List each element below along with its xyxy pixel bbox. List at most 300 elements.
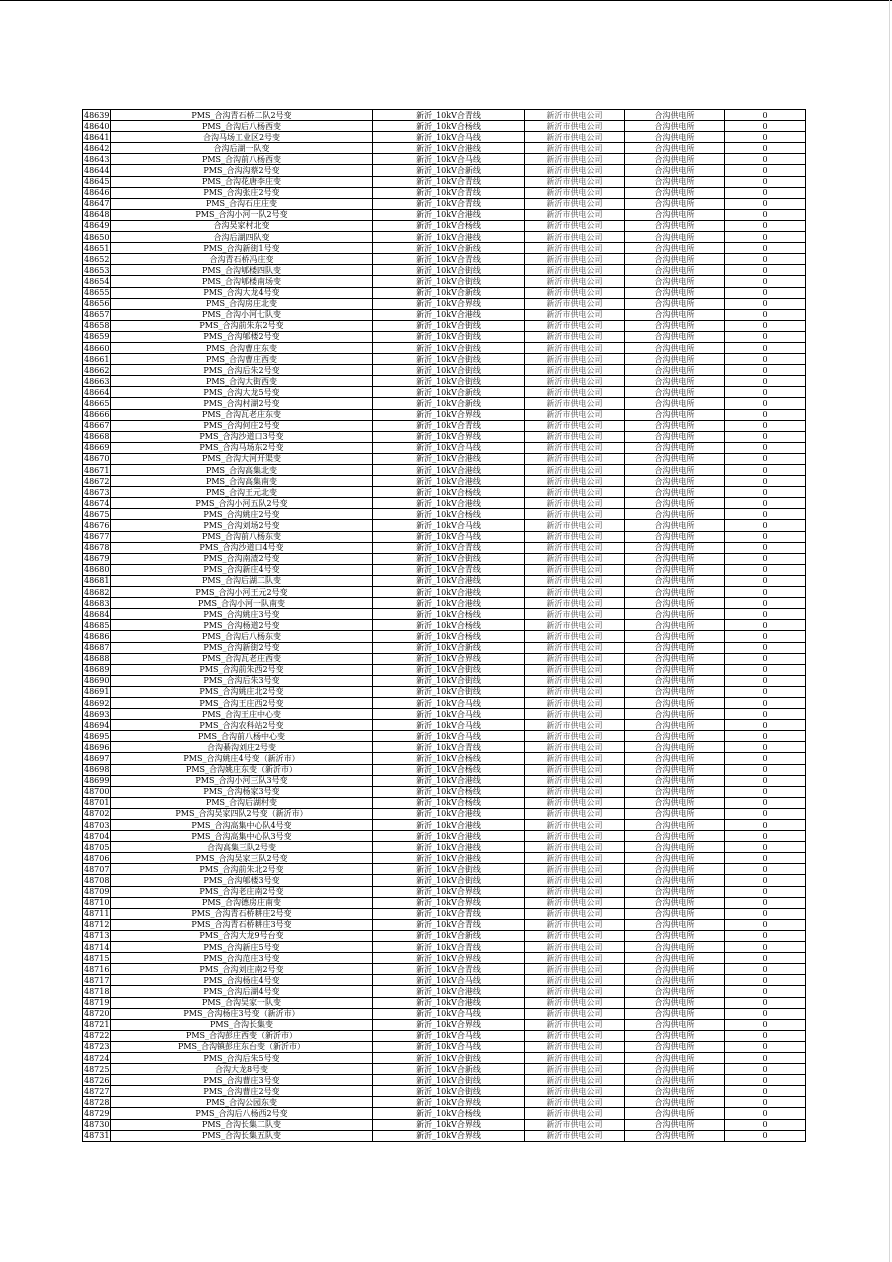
station-cell: 合沟供电所 — [625, 476, 725, 487]
transformer-name-cell: PMS_合沟郇楼四队变 — [111, 265, 373, 276]
row-id-cell: 48692 — [84, 698, 110, 708]
transformer-name-cell: PMS_合沟青石桥二队2号变 — [111, 110, 373, 121]
company-cell: 新沂市供电公司 — [525, 775, 625, 786]
row-id-cell: 48676 — [84, 521, 110, 531]
table-row — [83, 498, 806, 509]
station-cell: 合沟供电所 — [625, 265, 725, 276]
transformer-name-cell: PMS_合沟何庄2号变 — [111, 420, 373, 431]
station-cell: 合沟供电所 — [625, 143, 725, 154]
table-row — [83, 143, 806, 154]
station-cell: 合沟供电所 — [625, 498, 725, 509]
transformer-name-cell: PMS_合沟大街西变 — [111, 376, 373, 387]
station-cell: 合沟供电所 — [625, 720, 725, 731]
transformer-name-cell: PMS_合沟花唐李庄变 — [111, 176, 373, 187]
transformer-name-cell: PMS_合沟房庄北变 — [111, 298, 373, 309]
company-cell: 新沂市供电公司 — [525, 853, 625, 864]
feeder-line-cell: 新沂_10kV合港线 — [373, 498, 525, 509]
value-cell: 0 — [725, 975, 806, 986]
company-cell: 新沂市供电公司 — [525, 442, 625, 453]
value-cell: 0 — [725, 775, 806, 786]
row-id-cell: 48641 — [84, 132, 110, 142]
table-row — [83, 919, 806, 930]
station-cell: 合沟供电所 — [625, 531, 725, 542]
row-id-cell: 48643 — [84, 154, 110, 164]
table-row — [83, 165, 806, 176]
company-cell: 新沂市供电公司 — [525, 365, 625, 376]
table-row — [83, 243, 806, 254]
row-id-cell: 48639 — [84, 110, 110, 120]
company-cell: 新沂市供电公司 — [525, 709, 625, 720]
value-cell: 0 — [725, 265, 806, 276]
table-row — [83, 365, 806, 376]
value-cell: 0 — [725, 276, 806, 287]
company-cell: 新沂市供电公司 — [525, 808, 625, 819]
transformer-name-cell: PMS_合沟小河七队变 — [111, 309, 373, 320]
company-cell: 新沂市供电公司 — [525, 1019, 625, 1030]
table-row — [83, 121, 806, 132]
table-row — [83, 986, 806, 997]
company-cell: 新沂市供电公司 — [525, 675, 625, 686]
feeder-line-cell: 新沂_10kV合马线 — [373, 697, 525, 708]
company-cell: 新沂市供电公司 — [525, 320, 625, 331]
company-cell: 新沂市供电公司 — [525, 930, 625, 941]
table-row — [83, 908, 806, 919]
row-id-cell: 48690 — [84, 676, 110, 686]
table-row — [83, 886, 806, 897]
table-row — [83, 342, 806, 353]
station-cell: 合沟供电所 — [625, 631, 725, 642]
transformer-name-cell: PMS_合沟杨庄3号变（新沂市） — [111, 1008, 373, 1019]
transformer-name-cell: PMS_合沟王庄中心变 — [111, 709, 373, 720]
table-row — [83, 487, 806, 498]
table-row — [83, 653, 806, 664]
value-cell: 0 — [725, 631, 806, 642]
row-id-cell: 48696 — [84, 742, 110, 752]
transformer-name-cell: PMS_合沟姚庄4号变（新沂市） — [111, 753, 373, 764]
row-id-cell: 48721 — [84, 1020, 110, 1030]
table-row — [83, 609, 806, 620]
feeder-line-cell: 新沂_10kV合港线 — [373, 853, 525, 864]
company-cell: 新沂市供电公司 — [525, 653, 625, 664]
company-cell: 新沂市供电公司 — [525, 376, 625, 387]
station-cell: 合沟供电所 — [625, 997, 725, 1008]
company-cell: 新沂市供电公司 — [525, 331, 625, 342]
value-cell: 0 — [725, 1030, 806, 1041]
feeder-line-cell: 新沂_10kV合青线 — [373, 420, 525, 431]
station-cell: 合沟供电所 — [625, 598, 725, 609]
transformer-name-cell: PMS_合沟高集中心队3号变 — [111, 831, 373, 842]
station-cell: 合沟供电所 — [625, 908, 725, 919]
transformer-name-cell: PMS_合沟长集变 — [111, 1019, 373, 1030]
transformer-name-cell: PMS_合沟新庄5号变 — [111, 942, 373, 953]
value-cell: 0 — [725, 320, 806, 331]
row-id-cell: 48645 — [84, 177, 110, 187]
feeder-line-cell: 新沂_10kV合界线 — [373, 1019, 525, 1030]
value-cell: 0 — [725, 598, 806, 609]
table-row — [83, 1008, 806, 1019]
company-cell: 新沂市供电公司 — [525, 265, 625, 276]
feeder-line-cell: 新沂_10kV合街线 — [373, 376, 525, 387]
feeder-line-cell: 新沂_10kV合杨线 — [373, 620, 525, 631]
feeder-line-cell: 新沂_10kV合新线 — [373, 387, 525, 398]
feeder-line-cell: 新沂_10kV合新线 — [373, 642, 525, 653]
table-row — [83, 132, 806, 143]
row-id-cell: 48675 — [84, 509, 110, 519]
table-row — [83, 1052, 806, 1063]
company-cell: 新沂市供电公司 — [525, 609, 625, 620]
transformer-name-cell: PMS_合沟前朱西2号变 — [111, 664, 373, 675]
table-row — [83, 387, 806, 398]
table-row — [83, 1130, 806, 1141]
table-row — [83, 797, 806, 808]
station-cell: 合沟供电所 — [625, 198, 725, 209]
table-row — [83, 331, 806, 342]
feeder-line-cell: 新沂_10kV合界线 — [373, 653, 525, 664]
row-id-cell: 48659 — [84, 332, 110, 342]
station-cell: 合沟供电所 — [625, 1064, 725, 1075]
transformer-name-cell: PMS_合沟前朱东2号变 — [111, 320, 373, 331]
row-id-cell: 48693 — [84, 709, 110, 719]
station-cell: 合沟供电所 — [625, 942, 725, 953]
transformer-name-cell: 合沟马场工业区2号变 — [111, 132, 373, 143]
row-id-cell: 48689 — [84, 665, 110, 675]
feeder-line-cell: 新沂_10kV合杨线 — [373, 509, 525, 520]
value-cell: 0 — [725, 820, 806, 831]
station-cell: 合沟供电所 — [625, 964, 725, 975]
row-id-cell: 48711 — [84, 909, 110, 919]
feeder-line-cell: 新沂_10kV合马线 — [373, 442, 525, 453]
row-id-cell: 48664 — [84, 387, 110, 397]
row-id-cell: 48724 — [84, 1053, 110, 1063]
value-cell: 0 — [725, 110, 806, 121]
feeder-line-cell: 新沂_10kV合马线 — [373, 1030, 525, 1041]
company-cell: 新沂市供电公司 — [525, 431, 625, 442]
feeder-line-cell: 新沂_10kV合青线 — [373, 564, 525, 575]
company-cell: 新沂市供电公司 — [525, 831, 625, 842]
value-cell: 0 — [725, 564, 806, 575]
feeder-line-cell: 新沂_10kV合港线 — [373, 598, 525, 609]
station-cell: 合沟供电所 — [625, 398, 725, 409]
value-cell: 0 — [725, 642, 806, 653]
transformer-name-cell: PMS_合沟杨家3号变 — [111, 786, 373, 797]
value-cell: 0 — [725, 376, 806, 387]
station-cell: 合沟供电所 — [625, 243, 725, 254]
transformer-name-cell: PMS_合沟沙道口4号变 — [111, 542, 373, 553]
table-row — [83, 220, 806, 231]
table-row — [83, 631, 806, 642]
company-cell: 新沂市供电公司 — [525, 187, 625, 198]
value-cell: 0 — [725, 132, 806, 143]
station-cell: 合沟供电所 — [625, 287, 725, 298]
station-cell: 合沟供电所 — [625, 376, 725, 387]
feeder-line-cell: 新沂_10kV合街线 — [373, 1052, 525, 1063]
station-cell: 合沟供电所 — [625, 564, 725, 575]
value-cell: 0 — [725, 742, 806, 753]
station-cell: 合沟供电所 — [625, 697, 725, 708]
page-right-edge — [889, 0, 890, 1262]
feeder-line-cell: 新沂_10kV合马线 — [373, 1041, 525, 1052]
station-cell: 合沟供电所 — [625, 930, 725, 941]
feeder-line-cell: 新沂_10kV合港线 — [373, 143, 525, 154]
transformer-name-cell: PMS_合沟曹庄2号变 — [111, 1086, 373, 1097]
row-id-cell: 48678 — [84, 543, 110, 553]
transformer-name-cell: PMS_合沟长集二队变 — [111, 1119, 373, 1130]
feeder-line-cell: 新沂_10kV合马线 — [373, 975, 525, 986]
transformer-name-cell: PMS_合沟前八杨西变 — [111, 154, 373, 165]
row-id-cell: 48646 — [84, 188, 110, 198]
value-cell: 0 — [725, 797, 806, 808]
transformer-name-cell: PMS_合沟曹庄3号变 — [111, 1075, 373, 1086]
company-cell: 新沂市供电公司 — [525, 254, 625, 265]
transformer-name-cell: PMS_合沟公园东变 — [111, 1097, 373, 1108]
transformer-name-cell: PMS_合沟高集南变 — [111, 476, 373, 487]
table-row — [83, 764, 806, 775]
row-id-cell: 48704 — [84, 831, 110, 841]
value-cell: 0 — [725, 609, 806, 620]
row-id-cell: 48651 — [84, 243, 110, 253]
company-cell: 新沂市供电公司 — [525, 875, 625, 886]
row-id-cell: 48725 — [84, 1064, 110, 1074]
table-row — [83, 675, 806, 686]
feeder-line-cell: 新沂_10kV合界线 — [373, 1097, 525, 1108]
company-cell: 新沂市供电公司 — [525, 132, 625, 143]
station-cell: 合沟供电所 — [625, 298, 725, 309]
row-id-cell: 48716 — [84, 964, 110, 974]
transformer-name-cell: PMS_合沟小河五队2号变 — [111, 498, 373, 509]
station-cell: 合沟供电所 — [625, 919, 725, 930]
company-cell: 新沂市供电公司 — [525, 409, 625, 420]
value-cell: 0 — [725, 520, 806, 531]
company-cell: 新沂市供电公司 — [525, 1086, 625, 1097]
company-cell: 新沂市供电公司 — [525, 1052, 625, 1063]
row-id-cell: 48671 — [84, 465, 110, 475]
station-cell: 合沟供电所 — [625, 187, 725, 198]
feeder-line-cell: 新沂_10kV合新线 — [373, 165, 525, 176]
table-row — [83, 808, 806, 819]
table-row — [83, 975, 806, 986]
transformer-name-cell: PMS_合沟大龙5号变 — [111, 387, 373, 398]
value-cell: 0 — [725, 487, 806, 498]
row-id-cell: 48647 — [84, 199, 110, 209]
feeder-line-cell: 新沂_10kV合街线 — [373, 1075, 525, 1086]
station-cell: 合沟供电所 — [625, 986, 725, 997]
company-cell: 新沂市供电公司 — [525, 531, 625, 542]
station-cell: 合沟供电所 — [625, 975, 725, 986]
company-cell: 新沂市供电公司 — [525, 742, 625, 753]
value-cell: 0 — [725, 919, 806, 930]
value-cell: 0 — [725, 864, 806, 875]
company-cell: 新沂市供电公司 — [525, 753, 625, 764]
transformer-name-cell: PMS_合沟刘场2号变 — [111, 520, 373, 531]
table-row — [83, 1064, 806, 1075]
transformer-name-cell: PMS_合沟姚庄3号变 — [111, 609, 373, 620]
table-row — [83, 786, 806, 797]
station-cell: 合沟供电所 — [625, 831, 725, 842]
table-row — [83, 1041, 806, 1052]
table-row — [83, 1086, 806, 1097]
transformer-name-cell: PMS_合沟后八杨东变 — [111, 631, 373, 642]
transformer-name-cell: PMS_合沟高集中心队4号变 — [111, 820, 373, 831]
row-id-cell: 48722 — [84, 1031, 110, 1041]
transformer-name-cell: PMS_合沟小河王元2号变 — [111, 587, 373, 598]
value-cell: 0 — [725, 620, 806, 631]
table-row — [83, 398, 806, 409]
transformer-name-cell: PMS_合沟农科站2号变 — [111, 720, 373, 731]
table-row — [83, 753, 806, 764]
feeder-line-cell: 新沂_10kV合杨线 — [373, 220, 525, 231]
table-row — [83, 709, 806, 720]
feeder-line-cell: 新沂_10kV合杨线 — [373, 786, 525, 797]
station-cell: 合沟供电所 — [625, 709, 725, 720]
row-id-cell: 48688 — [84, 654, 110, 664]
transformer-name-cell: PMS_合沟姚庄东变（新沂市） — [111, 764, 373, 775]
station-cell: 合沟供电所 — [625, 731, 725, 742]
value-cell: 0 — [725, 254, 806, 265]
station-cell: 合沟供电所 — [625, 1019, 725, 1030]
row-id-cell: 48726 — [84, 1075, 110, 1085]
transformer-name-cell: PMS_合沟镇彭庄东台变（新沂市） — [111, 1041, 373, 1052]
feeder-line-cell: 新沂_10kV合青线 — [373, 742, 525, 753]
row-id-cell: 48723 — [84, 1042, 110, 1052]
feeder-line-cell: 新沂_10kV合新线 — [373, 398, 525, 409]
table-row — [83, 720, 806, 731]
table-row — [83, 198, 806, 209]
value-cell: 0 — [725, 1008, 806, 1019]
table-row — [83, 953, 806, 964]
table-row — [83, 420, 806, 431]
table-row — [83, 320, 806, 331]
table-row — [83, 232, 806, 243]
transformer-name-cell: PMS_合沟王元北变 — [111, 487, 373, 498]
table-row — [83, 820, 806, 831]
table-row — [83, 897, 806, 908]
station-cell: 合沟供电所 — [625, 587, 725, 598]
value-cell: 0 — [725, 908, 806, 919]
feeder-line-cell: 新沂_10kV合青线 — [373, 187, 525, 198]
value-cell: 0 — [725, 531, 806, 542]
feeder-line-cell: 新沂_10kV合街线 — [373, 864, 525, 875]
row-id-cell: 48705 — [84, 842, 110, 852]
transformer-name-cell: PMS_合沟前八杨东变 — [111, 531, 373, 542]
station-cell: 合沟供电所 — [625, 276, 725, 287]
table-row — [83, 875, 806, 886]
station-cell: 合沟供电所 — [625, 1052, 725, 1063]
value-cell: 0 — [725, 187, 806, 198]
row-id-cell: 48654 — [84, 276, 110, 286]
row-id-cell: 48719 — [84, 998, 110, 1008]
company-cell: 新沂市供电公司 — [525, 420, 625, 431]
station-cell: 合沟供电所 — [625, 121, 725, 132]
row-id-cell: 48686 — [84, 631, 110, 641]
company-cell: 新沂市供电公司 — [525, 1097, 625, 1108]
station-cell: 合沟供电所 — [625, 842, 725, 853]
station-cell: 合沟供电所 — [625, 409, 725, 420]
station-cell: 合沟供电所 — [625, 342, 725, 353]
row-id-cell: 48715 — [84, 953, 110, 963]
table-row — [83, 1108, 806, 1119]
transformer-name-cell: PMS_合沟小河一队南变 — [111, 598, 373, 609]
table-row — [83, 587, 806, 598]
feeder-line-cell: 新沂_10kV合马线 — [373, 132, 525, 143]
station-cell: 合沟供电所 — [625, 1119, 725, 1130]
transformer-name-cell: 合沟高集三队2号变 — [111, 842, 373, 853]
company-cell: 新沂市供电公司 — [525, 1064, 625, 1075]
company-cell: 新沂市供电公司 — [525, 542, 625, 553]
station-cell: 合沟供电所 — [625, 553, 725, 564]
table-row — [83, 731, 806, 742]
value-cell: 0 — [725, 1086, 806, 1097]
company-cell: 新沂市供电公司 — [525, 509, 625, 520]
table-row — [83, 209, 806, 220]
transformer-name-cell: PMS_合沟吴家四队2号变（新沂市） — [111, 808, 373, 819]
station-cell: 合沟供电所 — [625, 853, 725, 864]
feeder-line-cell: 新沂_10kV合新线 — [373, 930, 525, 941]
company-cell: 新沂市供电公司 — [525, 342, 625, 353]
transformer-name-cell: PMS_合沟姚庄北2号变 — [111, 686, 373, 697]
feeder-line-cell: 新沂_10kV合街线 — [373, 265, 525, 276]
company-cell: 新沂市供电公司 — [525, 942, 625, 953]
transformer-name-cell: PMS_合沟沟蔡2号变 — [111, 165, 373, 176]
value-cell: 0 — [725, 653, 806, 664]
feeder-line-cell: 新沂_10kV合街线 — [373, 675, 525, 686]
transformer-name-cell: PMS_合沟大龙4号变 — [111, 287, 373, 298]
page-top-rule — [0, 0, 892, 1]
value-cell: 0 — [725, 354, 806, 365]
transformer-name-cell: PMS_合沟长集五队变 — [111, 1130, 373, 1141]
value-cell: 0 — [725, 731, 806, 742]
transformer-name-cell: PMS_合沟后朱5号变 — [111, 1052, 373, 1063]
feeder-line-cell: 新沂_10kV合街线 — [373, 331, 525, 342]
station-cell: 合沟供电所 — [625, 620, 725, 631]
station-cell: 合沟供电所 — [625, 442, 725, 453]
transformer-name-cell: PMS_合沟小河三队3号变 — [111, 775, 373, 786]
feeder-line-cell: 新沂_10kV合新线 — [373, 1064, 525, 1075]
company-cell: 新沂市供电公司 — [525, 686, 625, 697]
transformer-name-cell: PMS_合沟王庄西2号变 — [111, 697, 373, 708]
table-row — [83, 176, 806, 187]
feeder-line-cell: 新沂_10kV合街线 — [373, 365, 525, 376]
feeder-line-cell: 新沂_10kV合青线 — [373, 964, 525, 975]
row-id-cell: 48728 — [84, 1097, 110, 1107]
value-cell: 0 — [725, 709, 806, 720]
station-cell: 合沟供电所 — [625, 953, 725, 964]
value-cell: 0 — [725, 1097, 806, 1108]
station-cell: 合沟供电所 — [625, 453, 725, 464]
feeder-line-cell: 新沂_10kV合港线 — [373, 997, 525, 1008]
table-row — [83, 831, 806, 842]
row-id-cell: 48656 — [84, 299, 110, 309]
transformer-name-cell: PMS_合沟曹庄东变 — [111, 342, 373, 353]
company-cell: 新沂市供电公司 — [525, 209, 625, 220]
station-cell: 合沟供电所 — [625, 320, 725, 331]
company-cell: 新沂市供电公司 — [525, 232, 625, 243]
table-row — [83, 531, 806, 542]
company-cell: 新沂市供电公司 — [525, 897, 625, 908]
feeder-line-cell: 新沂_10kV合港线 — [373, 232, 525, 243]
feeder-line-cell: 新沂_10kV合杨线 — [373, 609, 525, 620]
station-cell: 合沟供电所 — [625, 165, 725, 176]
feeder-line-cell: 新沂_10kV合青线 — [373, 176, 525, 187]
row-id-cell: 48720 — [84, 1009, 110, 1019]
station-cell: 合沟供电所 — [625, 1008, 725, 1019]
row-id-cell: 48648 — [84, 210, 110, 220]
transformer-name-cell: PMS_合沟曹庄西变 — [111, 354, 373, 365]
transformer-name-cell: 合沟青石桥冯庄变 — [111, 254, 373, 265]
transformer-name-cell: PMS_合沟老庄南2号变 — [111, 886, 373, 897]
value-cell: 0 — [725, 964, 806, 975]
company-cell: 新沂市供电公司 — [525, 1030, 625, 1041]
company-cell: 新沂市供电公司 — [525, 764, 625, 775]
